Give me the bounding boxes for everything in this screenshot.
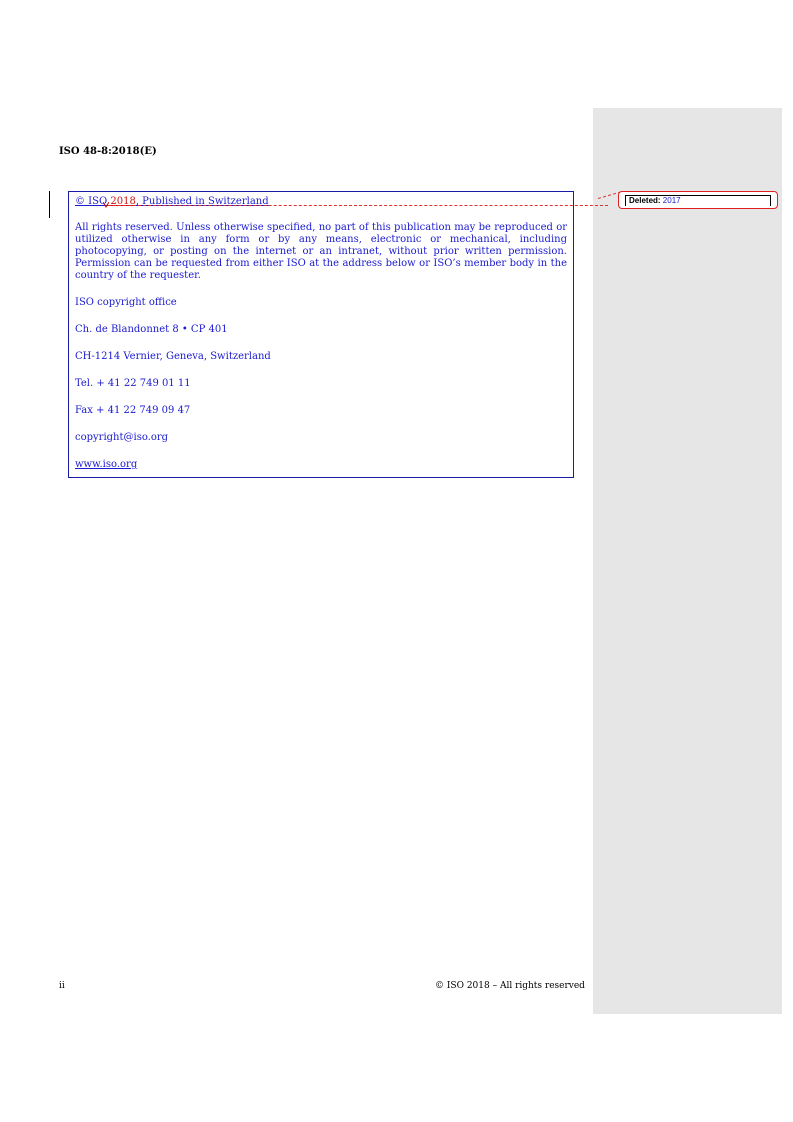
copyright-prefix: © ISO — [75, 196, 111, 207]
deleted-comment-balloon[interactable] — [618, 191, 778, 209]
address-line-2: CH-1214 Vernier, Geneva, Switzerland — [75, 351, 271, 362]
website-link[interactable] — [75, 459, 567, 471]
document-id-header: ISO 48-8:2018(E) — [59, 146, 157, 157]
office-name: ISO copyright office — [75, 297, 177, 308]
address-line-1: Ch. de Blandonnet 8 • CP 401 — [75, 324, 228, 335]
revision-connector-line — [108, 205, 608, 206]
copyright-notice-box — [68, 191, 574, 478]
markup-comment-pane — [593, 108, 782, 1014]
deleted-comment-content — [625, 195, 771, 206]
website-link-text[interactable]: www.iso.org — [75, 459, 138, 470]
footer-page-number: ii — [59, 981, 65, 991]
rights-paragraph: All rights reserved. Unless otherwise specified, no part of this publication may be reproduced or utilized otherwise in any form or by any means, electronic or mechanical, including photocopying, or posting on the internet or an intranet, without prior written permission. Permission can be requested from either ISO at the address below or ISO’s member body in the country of the requester. — [75, 222, 567, 281]
deleted-label: Deleted: — [629, 196, 661, 205]
copyright-suffix: , Published in Switzerland — [135, 196, 269, 207]
fax: Fax + 41 22 749 09 47 — [75, 405, 191, 416]
change-bar — [49, 191, 50, 218]
telephone: Tel. + 41 22 749 01 11 — [75, 378, 191, 389]
copyright-line — [75, 195, 567, 209]
deleted-value: 2017 — [662, 196, 681, 205]
inserted-year[interactable]: 2018 — [110, 196, 136, 207]
footer-copyright: © ISO 2018 – All rights reserved — [435, 981, 585, 991]
email-address[interactable]: copyright@iso.org — [75, 432, 169, 443]
